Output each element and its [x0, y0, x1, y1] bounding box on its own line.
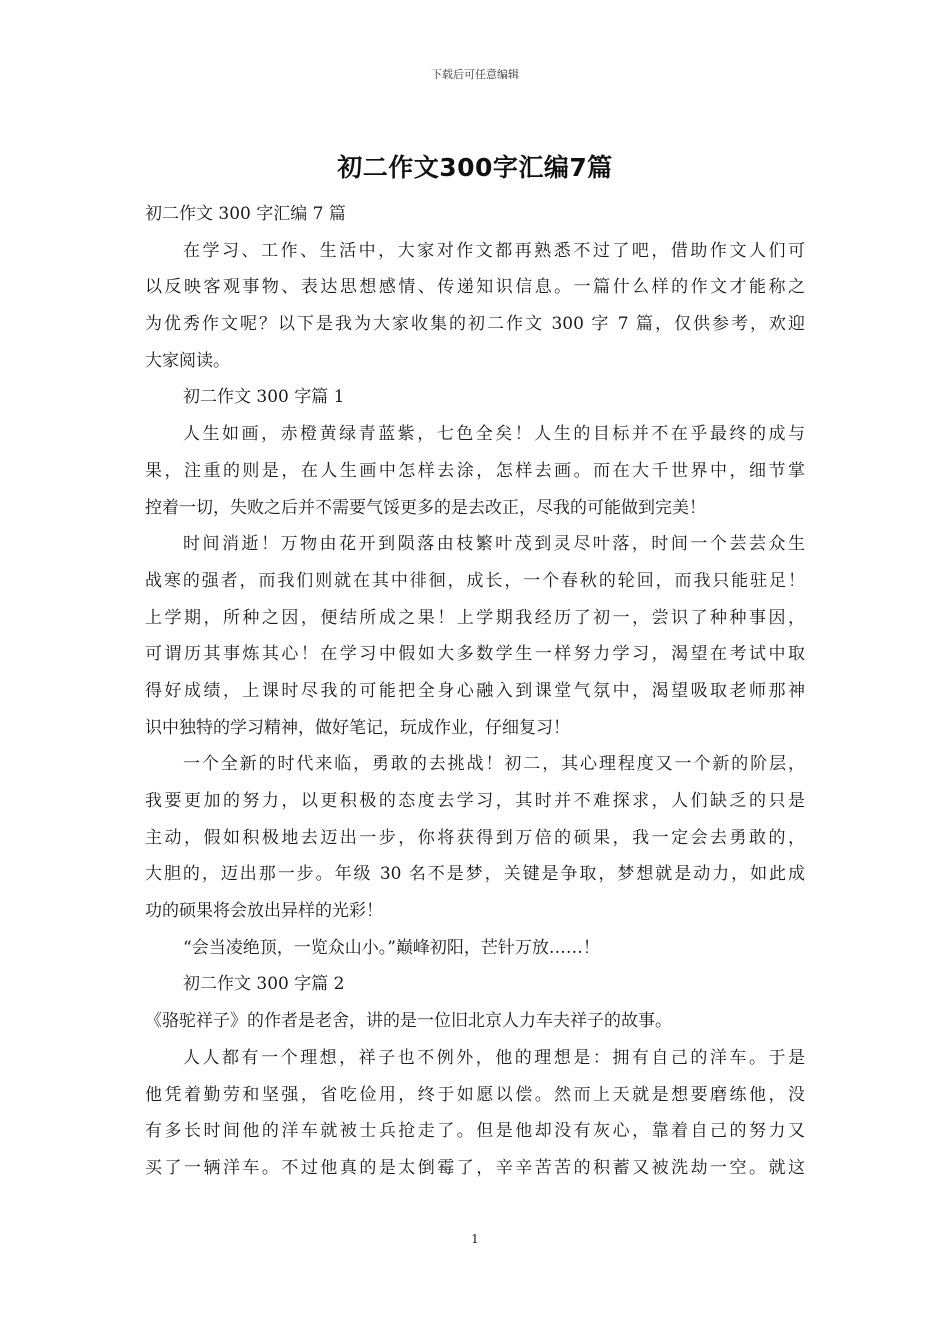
text-line: 果，注重的则是，在人生画中怎样去涂，怎样去画。而在大千世界中，细节掌 [145, 460, 805, 481]
text-line: 大家阅读。 [145, 350, 230, 371]
text-line: 初二作文 300 字篇 2 [183, 974, 345, 995]
text-line: 一个全新的时代来临，勇敢的去挑战！初二，其心理程度又一个新的阶层， [183, 754, 805, 775]
text-line: 战寒的强者，而我们则就在其中徘徊，成长，一个春秋的轮回，而我只能驻足！ [145, 570, 805, 591]
text-line: 初二作文 300 字汇编 7 篇 [145, 204, 346, 224]
text-line: 识中独特的学习精神，做好笔记，玩成作业，仔细复习！ [145, 717, 570, 738]
text-line: 大胆的，迈出那一步。年级 30 名不是梦，关键是争取，梦想就是动力，如此成 [145, 864, 805, 885]
text-line: 为优秀作文呢？以下是我为大家收集的初二作文 300 字 7 篇，仅供参考，欢迎 [145, 314, 805, 335]
text-line: 可谓历其事炼其心！在学习中假如大多数学生一样努力学习，渴望在考试中取 [145, 644, 805, 665]
text-line: 以反映客观事物、表达思想感情、传递知识信息。一篇什么样的作文才能称之 [145, 277, 805, 298]
text-line: 在学习、工作、生活中，大家对作文都再熟悉不过了吧，借助作文人们可 [183, 240, 805, 261]
text-line: 功的硕果将会放出异样的光彩！ [145, 901, 383, 922]
header-note: 下载后可任意编辑 [431, 68, 519, 81]
text-line: 人人都有一个理想，祥子也不例外，他的理想是：拥有自己的洋车。于是 [183, 1047, 805, 1068]
text-line: 上学期，所种之因，便结所成之果！上学期我经历了初一，尝识了种种事因， [145, 607, 805, 628]
text-line: 《骆驼祥子》的作者是老舍，讲的是一位旧北京人力车夫祥子的故事。 [145, 1011, 672, 1032]
text-line: 我要更加的努力，以更积极的态度去学习，其时并不难探求，人们缺乏的只是 [145, 791, 805, 811]
text-line: 初二作文 300 字篇 1 [183, 387, 345, 408]
text-line: 时间消逝！万物由花开到陨落由枝繁叶茂到灵尽叶落，时间一个芸芸众生 [183, 534, 805, 555]
text-line: 有多长时间他的洋车就被士兵抢走了。但是他却没有灰心，靠着自己的努力又 [145, 1121, 805, 1142]
text-line: 主动，假如积极地去迈出一步，你将获得到万倍的硕果，我一定会去勇敢的， [145, 827, 805, 848]
document-title: 初二作文300字汇编7篇 [337, 153, 613, 182]
page-number: 1 [471, 1232, 479, 1246]
text-line: “会当凌绝顶，一览众山小。”巅峰初阳，芒针万放……！ [183, 937, 600, 958]
text-line: 他凭着勤劳和坚强，省吃俭用，终于如愿以偿。然而上天就是想要磨练他，没 [145, 1084, 805, 1105]
text-line: 控着一切，失败之后并不需要气馁更多的是去改正，尽我的可能做到完美！ [145, 497, 706, 518]
text-line: 得好成绩，上课时尽我的可能把全身心融入到课堂气氛中，渴望吸取老师那神 [145, 680, 805, 701]
document-body [145, 196, 805, 1187]
text-line: 买了一辆洋车。不过他真的是太倒霉了，辛辛苦苦的积蓄又被洗劫一空。就这 [145, 1157, 805, 1178]
text-line: 人生如画，赤橙黄绿青蓝紫，七色全矣！人生的目标并不在乎最终的成与 [183, 424, 805, 445]
